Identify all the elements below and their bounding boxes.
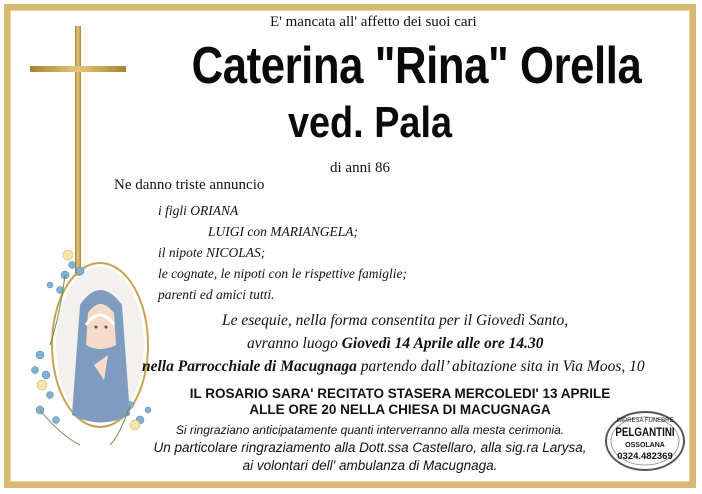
mourner-line: le cognate, le nipoti con le rispettive famiglie; xyxy=(158,266,407,281)
stamp-phone: 0324.482369 xyxy=(617,451,673,462)
stamp-name: PELGANTINI xyxy=(615,427,675,439)
mourner-line: LUIGI con MARIANGELA; xyxy=(208,224,358,239)
funeral-church: nella Parrocchiale di Macugnaga xyxy=(142,358,357,375)
stamp-top: IMPRESA FUNEBRE xyxy=(616,418,674,424)
deceased-age: di anni 86 xyxy=(330,160,390,176)
deceased-married-name: ved. Pala xyxy=(287,98,453,147)
mourner-line: parenti ed amici tutti. xyxy=(158,287,275,302)
funeral-line-1: Le esequie, nella forma consentita per il Giovedì Santo, xyxy=(222,312,569,329)
rosary-line-1: IL ROSARIO SARA' RECITATO STASERA MERCOLEDI' 13 APRILE xyxy=(189,386,611,401)
thanks-line-2: Un particolare ringraziamento alla Dott.ssa Castellaro, alla sig.ra Larysa, xyxy=(153,440,587,455)
funeral-home-stamp xyxy=(604,410,686,472)
mourners-heading: Ne danno triste annuncio xyxy=(114,177,265,193)
madonna-flowers-image xyxy=(20,235,160,455)
deceased-name: Caterina "Rina" Orella xyxy=(191,37,642,95)
funeral-date: Giovedì 14 Aprile alle ore 14.30 xyxy=(341,335,544,352)
mourner-line: il nipote NICOLAS; xyxy=(158,245,266,260)
thanks-line-3: ai volontari dell' ambulanza di Macugnaga. xyxy=(242,458,498,473)
intro-line: E' mancata all' affetto dei suoi cari xyxy=(270,14,477,30)
funeral-line-3: nella Parrocchiale di Macugnaga partendo dall’ abitazione sita in Via Moos, 10 xyxy=(142,358,645,375)
funeral-line-2: avranno luogo Giovedì 14 Aprile alle ore 14.30 xyxy=(247,335,544,352)
mourner-line: i figli ORIANA xyxy=(158,203,239,218)
rosary-line-2: ALLE ORE 20 NELLA CHIESA DI MACUGNAGA xyxy=(249,402,551,417)
stamp-city: OSSOLANA xyxy=(625,442,665,449)
thanks-line-1: Si ringraziano anticipatamente quanti interverranno alla mesta cerimonia. xyxy=(175,423,565,437)
